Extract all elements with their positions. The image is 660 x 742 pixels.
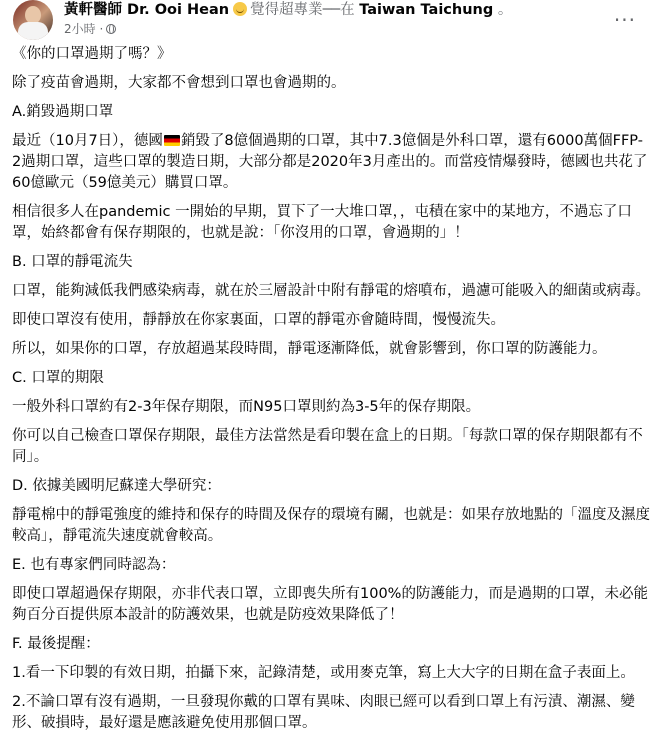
post-title: 《你的口罩過期了嗎？》 [12,46,172,62]
paragraph-check: 你可以自己檢查口罩保存期限，最佳方法當然是看印製在盒上的日期。「每款口罩的保存期限都有不同」。 [12,428,643,465]
section-heading-b: B. 口罩的靜電流失 [12,254,133,270]
section-heading-d: D. 依據美國明尼蘇達大學研究： [12,478,221,494]
trailing-dot: 。 [497,2,513,18]
recent-text-start: 最近（10月7日），德國 [12,133,163,149]
recent-text-end: 銷毀了8億個過期的口罩，其中7.3億個是外科口罩，還有6000萬個FFP-2過期口罩，這些口罩的製造日期，大部分都是2020年3月產出的。而當疫情爆發時，德國也共花了60億歐元（59億美元）購買口罩。 [12,133,648,191]
paragraph-shelf-life: 一般外科口罩約有2-3年保存期限，而N95口罩則約為3-5年的保存期限。 [12,399,481,415]
author-name[interactable]: 黃軒醫師 Dr. Ooi Hean [64,2,230,18]
avatar-coat [18,22,48,40]
paragraph-experts: 即使口罩超過保存期限，亦非代表口罩，立即喪失所有100%的防護能力，而是過期的口罩，未必能夠百分百提供原本設計的防護效果，也就是防疫效果降低了！ [12,586,648,623]
germany-flag-icon [164,135,180,146]
section-heading-f: F. 最後提醒： [12,636,100,652]
post-timestamp-line [64,21,624,37]
feeling-text: 覺得超專業──在 [250,2,355,18]
paragraph-unused: 即使口罩沒有使用，靜靜放在你家裏面，口罩的靜電亦會隨時間，慢慢流失。 [12,312,505,328]
paragraph-research: 靜電棉中的靜電強度的維持和保存的時間及保存的環境有關，也就是：如果存放地點的「溫度及濕度較高」，靜電流失速度就會較高。 [12,507,650,544]
smiley-emoji-icon [233,2,247,16]
paragraph-static: 口罩，能夠減低我們感染病毒，就在於三層設計中附有靜電的熔噴布，過濾可能吸入的細菌或病毒。 [12,283,650,299]
post-author-line [64,0,624,20]
post-header [0,0,660,42]
paragraph-storage: 所以，如果你的口罩，存放超過某段時間，靜電逐漸降低，就會影響到，你口罩的防護能力。 [12,341,607,357]
section-heading-c: C. 口罩的期限 [12,370,104,386]
section-heading-a: A.銷毀過期口罩 [12,104,114,120]
post-time[interactable]: 2小時 [64,22,96,36]
time-separator: · [99,22,104,36]
paragraph-tip-1: 1.看一下印製的有效日期，拍攝下來，記錄清楚，或用麥克筆，寫上大大字的日期在盒子表面上。 [12,665,635,681]
post-body [12,44,652,742]
section-heading-e: E. 也有專家們同時認為： [12,557,176,573]
paragraph-recent [12,131,652,194]
avatar[interactable] [13,0,53,40]
paragraph-pandemic: 相信很多人在pandemic 一開始的早期，買下了一大堆口罩，，屯積在家中的某地方，不過忘了口罩，始終都會有保存期限的，也就是說：「你沒用的口罩，會過期的」！ [12,204,632,241]
paragraph-tip-2: 2.不論口罩有沒有過期，一旦發現你戴的口罩有異味、肉眼已經可以看到口罩上有污漬、潮濕、變形、破損時，最好還是應該避免使用那個口罩。 [12,694,635,731]
location-link[interactable]: Taiwan Taichung [359,2,494,18]
more-options-button[interactable]: ··· [613,8,636,32]
globe-icon [106,24,116,34]
post-meta [64,0,624,37]
paragraph-intro: 除了疫苗會過期，大家都不會想到口罩也會過期的。 [12,75,346,91]
